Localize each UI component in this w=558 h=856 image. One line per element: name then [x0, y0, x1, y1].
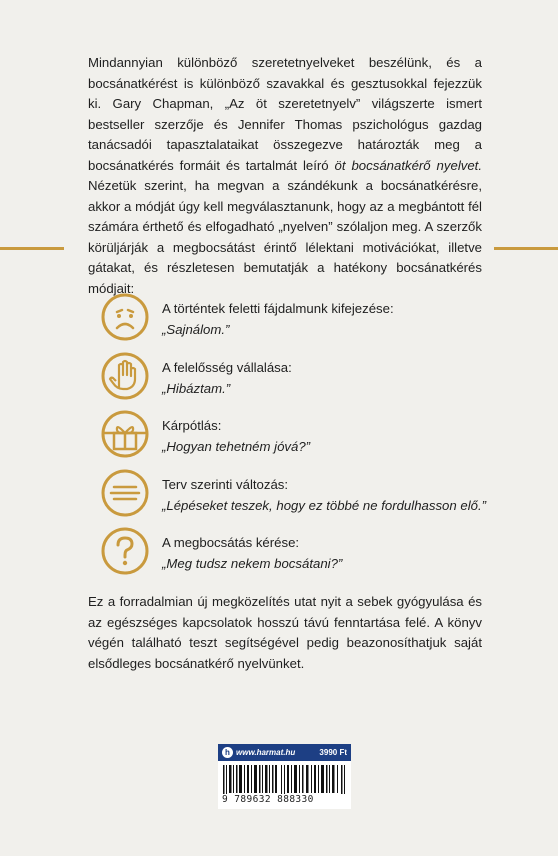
list-item: [100, 409, 500, 468]
isbn-digits: 9 789632 888330: [222, 794, 348, 805]
item-quote: „Sajnálom.”: [162, 322, 230, 337]
list-item: [100, 526, 500, 585]
outro-paragraph: Ez a forradalmian új megközelítés utat nyit a sebek gyógyulása és az egészséges kapcsolatok hosszú távú fenntartása felé. A könyv végén található teszt segítségével pedig beazonosíthatjuk saját elsődleges bocsánatkérő nyelvünket.: [88, 594, 482, 671]
item-quote: „Hogyan tehetném jóvá?”: [162, 439, 311, 454]
item-title: Kárpótlás:: [162, 418, 222, 433]
barcode-block: [218, 744, 351, 809]
price-label: 3990 Ft: [319, 748, 347, 757]
item-quote: „Hibáztam.”: [162, 380, 231, 396]
publisher-url: www.harmat.hu: [236, 748, 296, 757]
publisher-logo: h: [222, 747, 233, 758]
plan-lines-icon: [100, 468, 150, 518]
list-item: [100, 351, 500, 410]
list-item: [100, 468, 500, 527]
item-quote: „Lépéseket teszek, hogy ez többé ne fordulhasson elő.”: [162, 497, 487, 513]
publisher-banner: [218, 744, 351, 761]
apology-languages-list: [100, 292, 500, 585]
sad-face-icon: [100, 292, 150, 342]
intro-text-1: Mindannyian különböző szeretetnyelveket beszélünk, és a bocsánatkérést is különböző szavakkal és gesztusokkal fejezzük ki. Gary Chapman, „Az öt szeretetnyelv” világszerte ismert bestseller szerzője és Jennifer Thomas pszichológus gazdag tanácsadói tapasztalataikat összegezve határozták meg a bocsánatkérés formáit és tartalmát leíró: [88, 55, 482, 173]
intro-text-2: Nézetük szerint, ha megvan a szándékunk a bocsánatkérésre, akkor a módját úgy kell megválasztanunk, hogy az a megbántott fél számára érthető és elfogadható „nyelven” szólaljon meg. A szerzők körüljárják a megbocsátást érintő lélektani motivációkat, illetve gátakat, és részletesen bemutatják a hatékony bocsánatkérés módjait:: [88, 178, 482, 296]
question-mark-icon: [100, 526, 150, 576]
gift-icon: [100, 409, 150, 459]
raised-hand-icon: [100, 351, 150, 401]
decorative-rule-left: [0, 247, 64, 250]
item-title: A történtek feletti fájdalmunk kifejezése:: [162, 301, 394, 316]
intro-paragraph: [88, 53, 482, 299]
list-item: [100, 292, 500, 351]
intro-emphasis: öt bocsánatkérő nyelvet.: [334, 157, 483, 173]
item-quote: „Meg tudsz nekem bocsátani?”: [162, 556, 343, 571]
barcode-bars: [223, 765, 346, 797]
decorative-rule-right: [494, 247, 558, 250]
item-title: A megbocsátás kérése:: [162, 535, 300, 550]
item-title: Terv szerinti változás:: [162, 476, 289, 492]
item-title: A felelősség vállalása:: [162, 359, 292, 375]
